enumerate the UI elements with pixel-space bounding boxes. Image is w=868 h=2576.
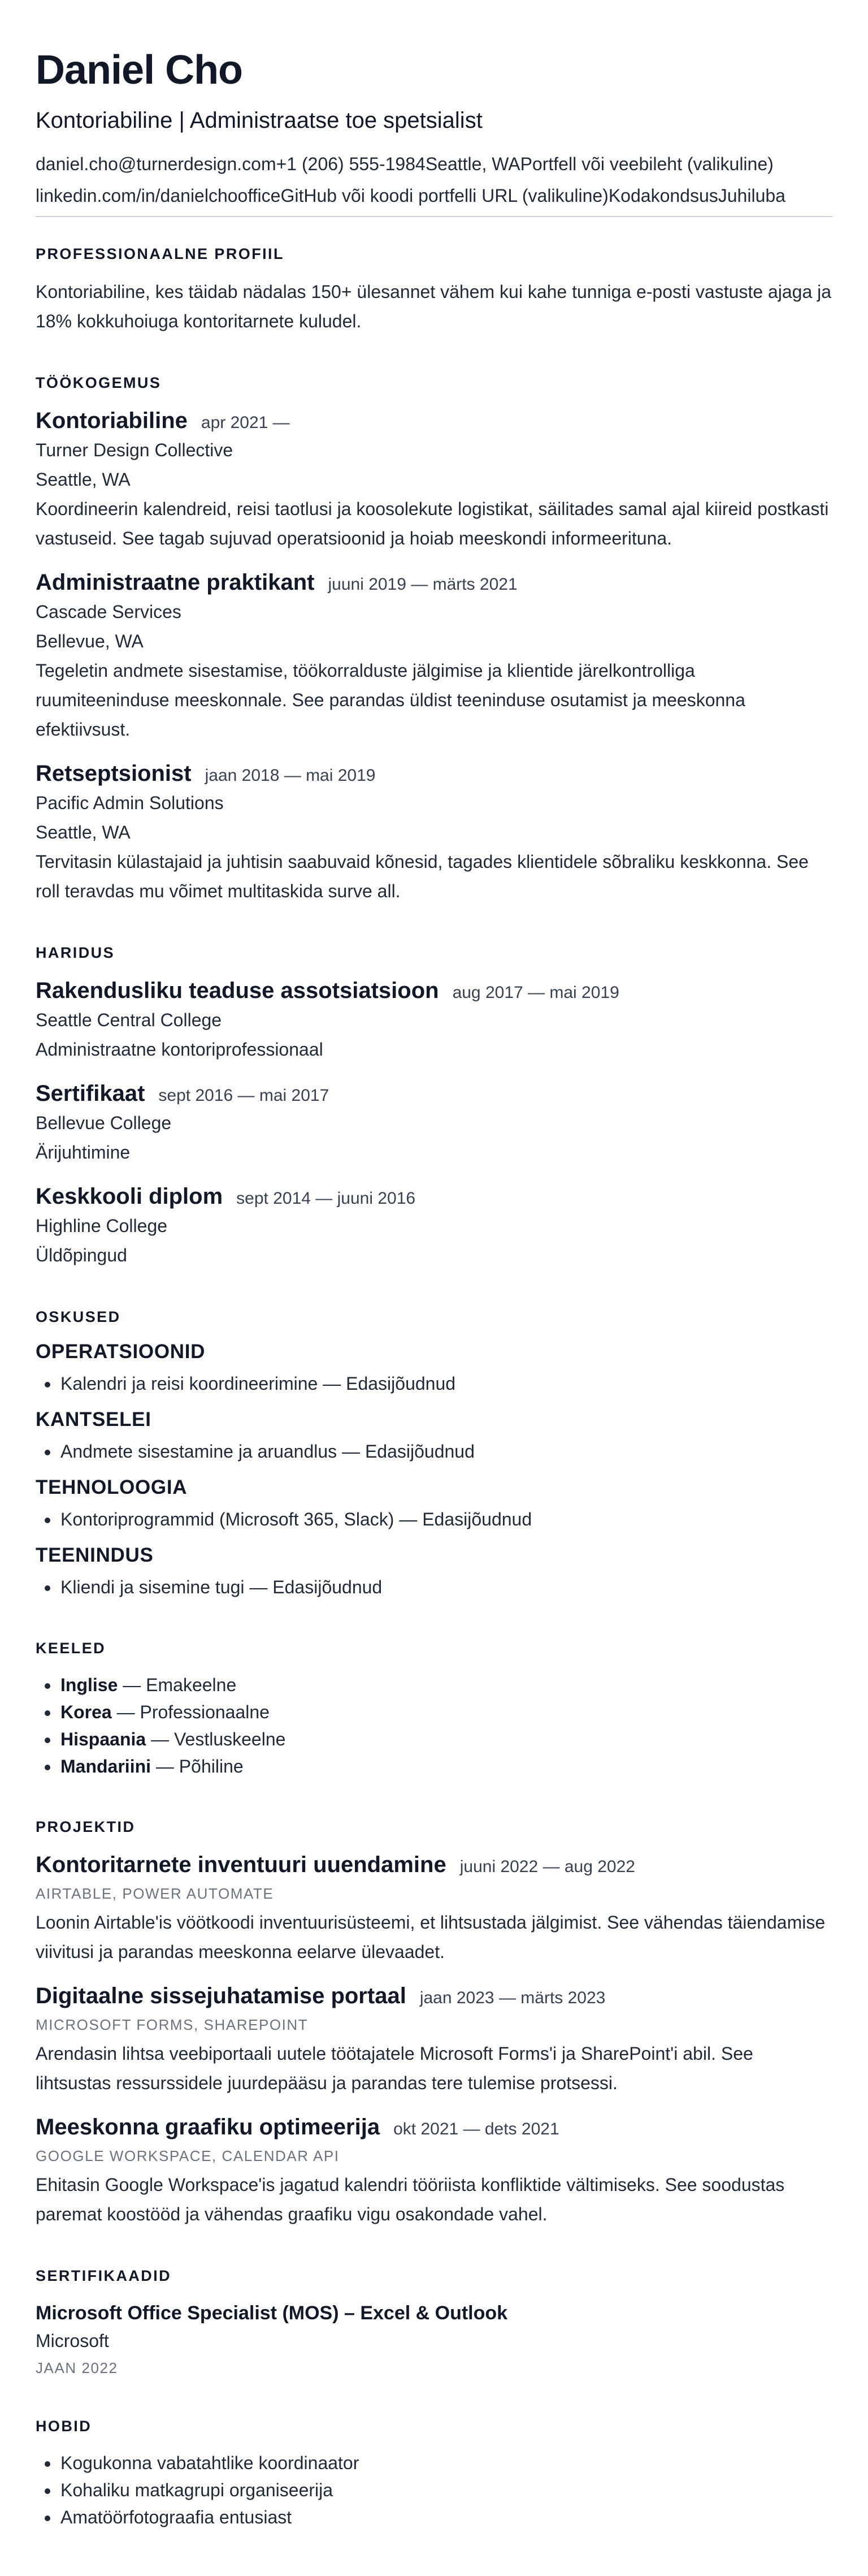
hobby-item: • Kohaliku matkagrupi organiseerija	[59, 2476, 832, 2504]
section-profile	[36, 245, 832, 336]
language-level: Põhiline	[179, 1756, 244, 1777]
skill-list	[36, 1505, 832, 1533]
contact-line-2: linkedin.com/in/danielchoofficeGitHub või koodi portfelli URL (valikuline)KodakondsusJuhiluba	[36, 185, 785, 206]
skill-item: • Kalendri ja reisi koordineerimine — Edasijõudnud	[59, 1369, 832, 1398]
language-name: Hispaania	[60, 1729, 146, 1750]
project-dates: jaan 2023 — märts 2023	[419, 1989, 606, 2008]
job-title-row	[36, 406, 832, 435]
skill-category: TEHNOLOOGIA	[36, 1476, 188, 1499]
job-title-row	[36, 568, 832, 597]
certification-issuer: Microsoft	[36, 2331, 109, 2352]
project-title: Meeskonna graafiku optimeerija	[36, 2115, 380, 2140]
section-languages	[36, 1640, 832, 1780]
language-item	[59, 1698, 832, 1726]
project-title-row	[36, 1981, 832, 2011]
job-entry	[36, 406, 832, 553]
skill-category: OPERATSIOONID	[36, 1341, 206, 1363]
language-item	[59, 1726, 832, 1753]
language-item	[59, 1753, 832, 1780]
project-entry	[36, 1981, 832, 2098]
project-description: Loonin Airtable'is vöötkoodi inventuurisüsteemi, et lihtsustada jälgimist. See vähendas täiendamise viivitusi ja parandas meeskonna eelarve ülevaadet.	[36, 1912, 826, 1963]
project-description: Arendasin lihtsa veebiportaali uutele töötajatele Microsoft Forms'i ja SharePoint'i abil. See lihtsustas ressurssidele juurdepääsu ja parandas tere tulemise protsessi.	[36, 2043, 753, 2094]
job-location: Seattle, WA	[36, 469, 131, 490]
skill-item: • Andmete sisestamine ja aruandlus — Edasijõudnud	[59, 1437, 832, 1466]
job-description: Tervitasin külastajaid ja juhtisin saabuvaid kõnesid, tagades klientidele sõbraliku keskkonna. See roll teravdas mu võimet multitaskida surve all.	[36, 852, 809, 902]
education-field: Üldõpingud	[36, 1245, 127, 1266]
skill-item: • Kontoriprogrammid (Microsoft 365, Slack) — Edasijõudnud	[59, 1505, 832, 1533]
language-name: Korea	[60, 1702, 112, 1723]
education-school: Seattle Central College	[36, 1010, 222, 1031]
job-title: Kontoriabiline	[36, 408, 188, 434]
project-dates: okt 2021 — dets 2021	[393, 2120, 559, 2139]
skill-group	[36, 1476, 832, 1533]
section-hobbies	[36, 2418, 832, 2531]
contact-line-1: daniel.cho@turnerdesign.com+1 (206) 555-1984Seattle, WAPortfell või veebileht (valikuline)	[36, 154, 774, 175]
project-entry	[36, 2112, 832, 2229]
skill-category: TEENINDUS	[36, 1544, 154, 1567]
education-title-row	[36, 1079, 832, 1108]
section-heading-work: TÖÖKOGEMUS	[36, 374, 162, 392]
education-field: Ärijuhtimine	[36, 1142, 131, 1163]
project-title: Digitaalne sissejuhatamise portaal	[36, 1983, 406, 2009]
skill-group	[36, 1544, 832, 1601]
job-entry	[36, 759, 832, 906]
section-heading-certifications: SERTIFIKAADID	[36, 2267, 172, 2285]
skill-list	[36, 1369, 832, 1398]
hobby-item: • Amatöörfotograafia entusiast	[59, 2504, 832, 2531]
language-separator: —	[151, 1729, 170, 1750]
section-work	[36, 374, 832, 906]
project-stack: AIRTABLE, POWER AUTOMATE	[36, 1885, 274, 1903]
skill-list	[36, 1573, 832, 1601]
language-separator: —	[116, 1702, 135, 1723]
job-title-row	[36, 759, 832, 788]
job-company: Turner Design Collective	[36, 440, 233, 461]
language-name: Inglise	[60, 1675, 118, 1696]
hobby-item: • Kogukonna vabatahtlike koordinaator	[59, 2449, 832, 2476]
profile-text: Kontoriabiline, kes täidab nädalas 150+ ülesannet vähem kui kahe tunniga e-posti vastuste ajaga ja 18% kokkuhoiuga kontoritarnete kuludel.	[36, 282, 832, 332]
project-title-row	[36, 1850, 832, 1879]
project-title-row	[36, 2112, 832, 2142]
education-title-row	[36, 976, 832, 1005]
education-degree: Rakendusliku teaduse assotsiatsioon	[36, 978, 439, 1004]
hobby-list	[36, 2449, 832, 2531]
education-entry	[36, 1182, 832, 1270]
education-dates: sept 2016 — mai 2017	[158, 1086, 329, 1105]
job-description: Tegeletin andmete sisestamise, töökorralduste jälgimise ja klientide järelkontrolliga ruumiteeninduse meeskonnale. See parandas üldist teeninduse osutamist ja meeskonna efektiivsust.	[36, 660, 745, 740]
section-heading-hobbies: HOBID	[36, 2418, 92, 2435]
section-heading-education: HARIDUS	[36, 944, 115, 962]
education-degree: Keskkooli diplom	[36, 1184, 223, 1209]
section-heading-projects: PROJEKTID	[36, 1818, 136, 1836]
page-title: Daniel Cho	[36, 47, 243, 93]
project-stack: GOOGLE WORKSPACE, CALENDAR API	[36, 2147, 340, 2165]
section-education	[36, 944, 832, 1270]
language-list	[36, 1671, 832, 1780]
language-level: Professionaalne	[140, 1702, 270, 1723]
section-skills	[36, 1308, 832, 1601]
section-heading-skills: OSKUSED	[36, 1308, 121, 1326]
job-dates: apr 2021 —	[201, 413, 290, 433]
job-company: Cascade Services	[36, 602, 181, 623]
project-stack: MICROSOFT FORMS, SHAREPOINT	[36, 2016, 309, 2034]
education-school: Bellevue College	[36, 1113, 172, 1134]
job-dates: jaan 2018 — mai 2019	[205, 766, 376, 785]
skill-category: KANTSELEI	[36, 1408, 151, 1431]
certification-entry	[36, 2299, 832, 2379]
education-entry	[36, 976, 832, 1064]
job-entry	[36, 568, 832, 744]
project-description: Ehitasin Google Workspace'is jagatud kalendri tööriista konfliktide vältimiseks. See soodustas paremat koostööd ja vähendas graafiku vigu osakondade vahel.	[36, 2175, 785, 2225]
certification-date: JAAN 2022	[36, 2359, 118, 2377]
language-item	[59, 1671, 832, 1698]
language-level: Vestluskeelne	[173, 1729, 286, 1750]
project-title: Kontoritarnete inventuuri uuendamine	[36, 1852, 446, 1878]
language-separator: —	[155, 1756, 174, 1777]
job-subtitle: Kontoriabiline | Administraatse toe spetsialist	[36, 108, 483, 133]
education-degree: Sertifikaat	[36, 1081, 145, 1107]
education-entry	[36, 1079, 832, 1167]
job-company: Pacific Admin Solutions	[36, 793, 224, 814]
section-certifications	[36, 2267, 832, 2379]
education-dates: aug 2017 — mai 2019	[452, 983, 619, 1002]
project-entry	[36, 1850, 832, 1966]
resume-header	[36, 49, 832, 217]
job-dates: juuni 2019 — märts 2021	[328, 575, 518, 594]
job-location: Seattle, WA	[36, 822, 131, 843]
language-separator: —	[123, 1675, 141, 1696]
language-name: Mandariini	[60, 1756, 151, 1777]
education-dates: sept 2014 — juuni 2016	[236, 1189, 416, 1208]
skill-group	[36, 1408, 832, 1466]
project-dates: juuni 2022 — aug 2022	[459, 1857, 635, 1877]
skill-list	[36, 1437, 832, 1466]
header-divider	[36, 216, 832, 217]
section-heading-profile: PROFESSIONAALNE PROFIIL	[36, 245, 284, 263]
job-title: Administraatne praktikant	[36, 570, 315, 595]
job-description: Koordineerin kalendreid, reisi taotlusi ja koosolekute logistikat, säilitades samal ajal kiireid postkasti vastuseid. See tagab sujuvad operatsioonid ja hoiab meeskondi informeerituna.	[36, 499, 829, 549]
skill-group	[36, 1340, 832, 1398]
education-school: Highline College	[36, 1216, 168, 1237]
education-title-row	[36, 1182, 832, 1211]
skill-item: • Kliendi ja sisemine tugi — Edasijõudnud	[59, 1573, 832, 1601]
job-location: Bellevue, WA	[36, 631, 144, 652]
job-title: Retseptsionist	[36, 761, 192, 786]
language-level: Emakeelne	[146, 1675, 237, 1696]
education-field: Administraatne kontoriprofessionaal	[36, 1039, 323, 1060]
section-projects	[36, 1818, 832, 2229]
contact-block	[36, 148, 832, 211]
section-heading-languages: KEELED	[36, 1640, 106, 1657]
certification-title: Microsoft Office Specialist (MOS) – Excel & Outlook	[36, 2302, 508, 2324]
